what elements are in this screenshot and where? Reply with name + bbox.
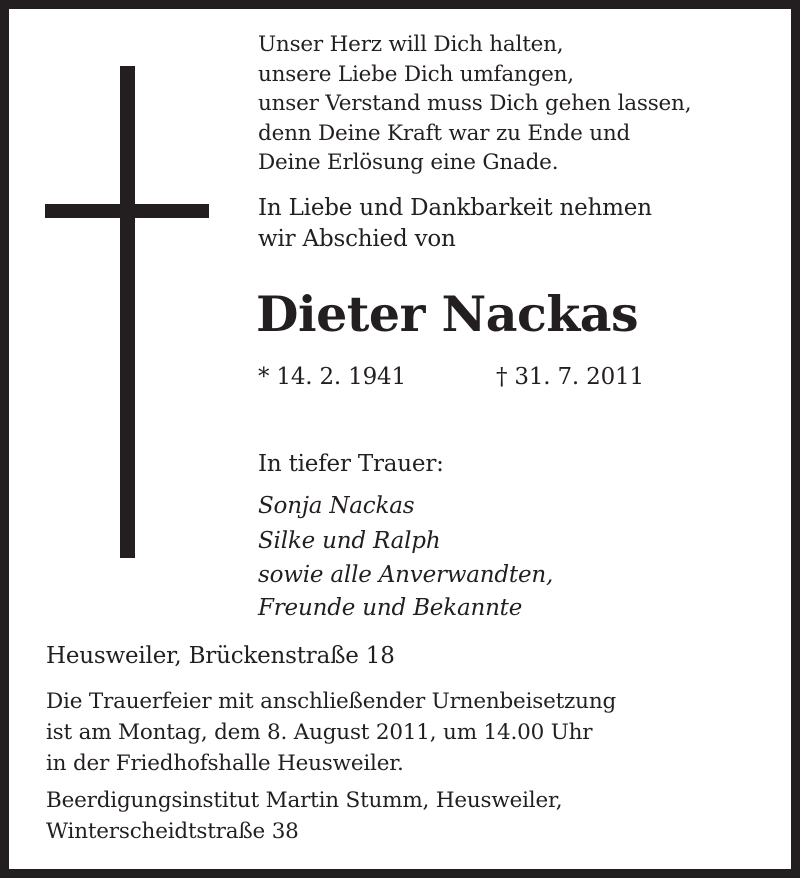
funeral-home-line: Winterscheidtstraße 38	[46, 819, 299, 844]
poem-line: Deine Erlösung eine Gnade.	[258, 150, 559, 175]
ceremony-line: ist am Montag, dem 8. August 2011, um 14.00 Uhr	[46, 720, 593, 745]
ceremony-line: in der Friedhofshalle Heusweiler.	[46, 751, 404, 776]
cross-horizontal-bar	[45, 204, 209, 218]
funeral-home-line: Beerdigungsinstitut Martin Stumm, Heusweiler,	[46, 788, 563, 813]
birth-date: * 14. 2. 1941	[258, 364, 406, 390]
poem-line: unsere Liebe Dich umfangen,	[258, 62, 574, 87]
mourner-name: Freunde und Bekannte	[258, 595, 523, 621]
farewell-line: In Liebe und Dankbarkeit nehmen	[258, 195, 652, 221]
family-address: Heusweiler, Brückenstraße 18	[46, 643, 395, 669]
poem-line: denn Deine Kraft war zu Ende und	[258, 121, 631, 146]
mourner-name: sowie alle Anverwandten,	[258, 562, 554, 588]
mourners-heading: In tiefer Trauer:	[258, 451, 444, 477]
mourner-name: Sonja Nackas	[258, 493, 415, 519]
ceremony-line: Die Trauerfeier mit anschließender Urnenbeisetzung	[46, 689, 617, 714]
deceased-name: Dieter Nackas	[256, 285, 639, 343]
death-date: † 31. 7. 2011	[496, 364, 644, 390]
mourner-name: Silke und Ralph	[258, 528, 441, 554]
farewell-line: wir Abschied von	[258, 226, 456, 252]
poem-line: unser Verstand muss Dich gehen lassen,	[258, 91, 692, 116]
cross-vertical-bar	[120, 66, 135, 558]
poem-line: Unser Herz will Dich halten,	[258, 32, 564, 57]
